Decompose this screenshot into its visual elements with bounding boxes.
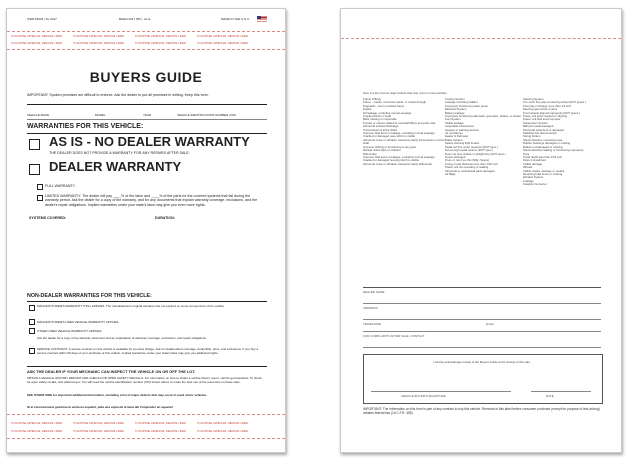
vin-label: VEHICLE IDENTIFICATION NUMBER (VIN) [177, 113, 236, 117]
adhesive-strip-top-2: TO EXPOSE ADHESIVE, REMOVE LINER TO EXPOSE ADHESIVE, REMOVE LINER TO EXPOSE ADHESIVE, REMOVE LINER TO EXPOSE ADHESIVE, REMOVE LINER [11, 42, 249, 45]
warranties-heading: WARRANTIES FOR THIS VEHICLE: [27, 123, 144, 130]
as-is-subtext: THE DEALER DOES NOT PROVIDE A WARRANTY FOR ANY REPAIRS AFTER SALE. [49, 151, 190, 155]
dealer-warranty-heading: DEALER WARRANTY [49, 159, 182, 174]
as-is-checkbox[interactable] [29, 139, 40, 150]
signature-label: VEHICLE BUYER'S SIGNATURE [401, 394, 446, 398]
defects-column-3: Steering System Too much free play at steering wheel (DOT specs.) Free play in linkage more than 1/4 inch Steering gear binds or jams Front wheels aligned improperly (DOT specs.) Power unit belts cracked or slipping Power unit fluid level improper Suspension System Ball joint seals damaged Structural parts bent or damaged Stabilizer bar disconnected Spring broken Shock absorber mounting loose Rubber bushings damaged or missing Radius rod damaged or missing Shock absorber leaking or functioning improperly Tires Tread depth less than 2/32 inch Sizes mismatched Visible damage Wheels Visible cracks, damage or repairs Mounting bolts loose or missing Exhaust System Leakage Catalytic Converter [523, 97, 586, 187]
telephone-label: TELEPHONE [363, 322, 382, 326]
manufacturer-used-text: MANUFACTURER'S USED VEHICLE WARRANTY APPLIES. [37, 320, 120, 324]
systems-covered-label: SYSTEMS COVERED: [29, 216, 67, 220]
other-used-text: OTHER USED VEHICLE WARRANTY APPLIES. [37, 329, 103, 333]
adhesive-strip-top: TO EXPOSE ADHESIVE, REMOVE LINER TO EXPOSE ADHESIVE, REMOVE LINER TO EXPOSE ADHESIVE, REMOVE LINER TO EXPOSE ADHESIVE, REMOVE LINER [11, 35, 249, 38]
address-label: ADDRESS [363, 306, 378, 310]
vehicle-make-label: VEHICLE MAKE [27, 113, 50, 117]
perforation-line [341, 38, 621, 39]
service-contract-text: SERVICE CONTRACT. A service contract on this vehicle is available for an extra charge. Ask for details about coverage, deductible, price, and exclusions. If you buy a service contract within 90 days of your purchase of this vehicle, implied warranties under your state's laws may give you additional rights. [37, 347, 259, 355]
divider [27, 104, 267, 105]
complaints-label: FOR COMPLAINTS AFTER SALE, CONTACT [363, 334, 425, 338]
date-label: DATE [546, 394, 554, 398]
dealer-warranty-checkbox[interactable] [29, 164, 40, 175]
model-label: MODEL [95, 113, 106, 117]
back-page [340, 8, 622, 453]
defects-intro: Here is a list of some major defects that may occur in used vehicles. [363, 91, 448, 95]
manufacturer-used-checkbox[interactable] [29, 319, 35, 325]
defects-column-2: Cooling System Leakage including radiator Improperly functioning water pump Electrical System Battery leakage Improperly functioning alternator, generator, battery, or starter Fuel System Visible leakage Inoperable Accessories Gauges or warning devices Air conditioner Heater & Defroster Brake System Failure warning light broken Pedal not firm under pressure (DOT spec.) Not enough pedal reserve (DOT spec.) Does not stop vehicle in straight line (DOT spec.) Hoses damaged Drum or rotor too thin (Mfgr. Specs) Lining or pad thickness less than 1/32 inch Power unit not operating or leaking Structural or mechanical parts damaged Air Bags [445, 97, 521, 176]
year-label: YEAR [143, 113, 152, 117]
page-title: BUYERS GUIDE [89, 69, 203, 85]
adhesive-strip-bottom-2: TO EXPOSE ADHESIVE, REMOVE LINER TO EXPOSE ADHESIVE, REMOVE LINER TO EXPOSE ADHESIVE, REMOVE LINER TO EXPOSE ADHESIVE, REMOVE LINER [11, 430, 249, 433]
non-dealer-heading: NON-DEALER WARRANTIES FOR THIS VEHICLE: [27, 293, 152, 299]
dealer-name-label: DEALER NAME [363, 290, 385, 294]
spanish-note: Si el concesionario gestiona la venta en español, pida una copia de la Guía del Comprador en español. [27, 405, 174, 409]
perforation-line-2 [7, 49, 285, 50]
inspect-note: ASK THE DEALER IF YOUR MECHANIC CAN INSPECT THE VEHICLE ON OR OFF THE LOT. [27, 369, 196, 374]
limited-warranty-checkbox[interactable] [37, 195, 43, 201]
defects-column-1: Frame & Body Frame - cracks, corrective welds, or rusted through Dogtracks - bent or twisted frame Engine Oil leakage, excluding normal seepage Cracked block or head Belts missing or inoperable Knocks or misses related to camshaft lifters and push rods Abnormal exhaust discharge Transmission & Drive Shaft Improper fluid level or leakage, excluding normal seepage Cracked or damaged case which is visible Abnormal noise or vibration caused by faulty transmission or drive shaft Improper shifting or functioning in any gear Manual clutch slips or chatters Differential Improper fluid level or leakage, excluding normal seepage Cracked or damaged housing which is visible Abnormal noise or vibration caused by faulty differential [363, 97, 445, 166]
limited-warranty-text: LIMITED WARRANTY. The dealer will pay ____% of the labor and ____% of the parts for the covered systems that fail during the warranty period. Ask the dealer for a copy of the warranty, and for any documents that explain warranty coverage, exclusions, and the dealer's repair obligations. Implied warranties under your state's laws may give you even more rights. [45, 194, 258, 207]
history-note: OBTAIN A VEHICLE HISTORY REPORT AND CHECK FOR OPEN SAFETY RECALLS. For information on how to obtain a vehicle history report, visit ftc.gov/usedcars. To check for open safety recalls, visit safercar.gov. You will need the vehicle identification number (VIN) shown above to make the best use of the resources on these sites. [27, 376, 262, 384]
item-number: ITEM #4024 / AL 2017 [27, 17, 57, 21]
signature-line[interactable] [371, 391, 511, 392]
date-line[interactable] [531, 391, 591, 392]
form-number: BGEN 2017 (5P) - AL E [119, 17, 151, 21]
adhesive-strip-bottom: TO EXPOSE ADHESIVE, REMOVE LINER TO EXPOSE ADHESIVE, REMOVE LINER TO EXPOSE ADHESIVE, REMOVE LINER TO EXPOSE ADHESIVE, REMOVE LINER [11, 422, 249, 425]
other-used-checkbox[interactable] [29, 328, 35, 334]
manufacturer-warranty-text: MANUFACTURER'S WARRANTY STILL APPLIES. The manufacturer's original warranty has not expired on some components of the vehicle. [37, 304, 225, 308]
other-side-note: SEE OTHER SIDE for important additional information, including a list of major defects that may occur in used motor vehicles. [27, 393, 208, 397]
ask-dealer-note: Ask the dealer for a copy of the warranty document and an explanation of warranty coverage, exclusions, and repair obligations. [37, 336, 207, 340]
duration-label: DURATION: [155, 216, 175, 220]
important-footer: IMPORTANT: The information on this form is part of any contract to buy this vehicle. Removal of this label before consumer purchase (except for purpose of test-driving) violates federal law (16 C.F.R. 455). [363, 407, 600, 415]
acknowledgment-text: I hereby acknowledge receipt of the Buyers Guide at the closing of this sale. [433, 360, 531, 364]
manufacturer-warranty-checkbox[interactable] [29, 305, 35, 311]
service-contract-checkbox[interactable] [29, 348, 35, 354]
us-flag-icon [257, 16, 267, 22]
as-is-heading: AS IS - NO DEALER WARRANTY [49, 134, 250, 149]
important-note: IMPORTANT: Spoken promises are difficult to enforce. Ask the dealer to put all promises in writing. Keep this form. [27, 93, 209, 97]
full-warranty-label: FULL WARRANTY. [45, 184, 76, 188]
made-in-label: MADE IN THE U.S.A. [221, 17, 250, 21]
email-label: Email [486, 322, 494, 326]
full-warranty-checkbox[interactable] [37, 184, 43, 190]
perforation-line [7, 31, 285, 32]
front-page [6, 8, 286, 453]
